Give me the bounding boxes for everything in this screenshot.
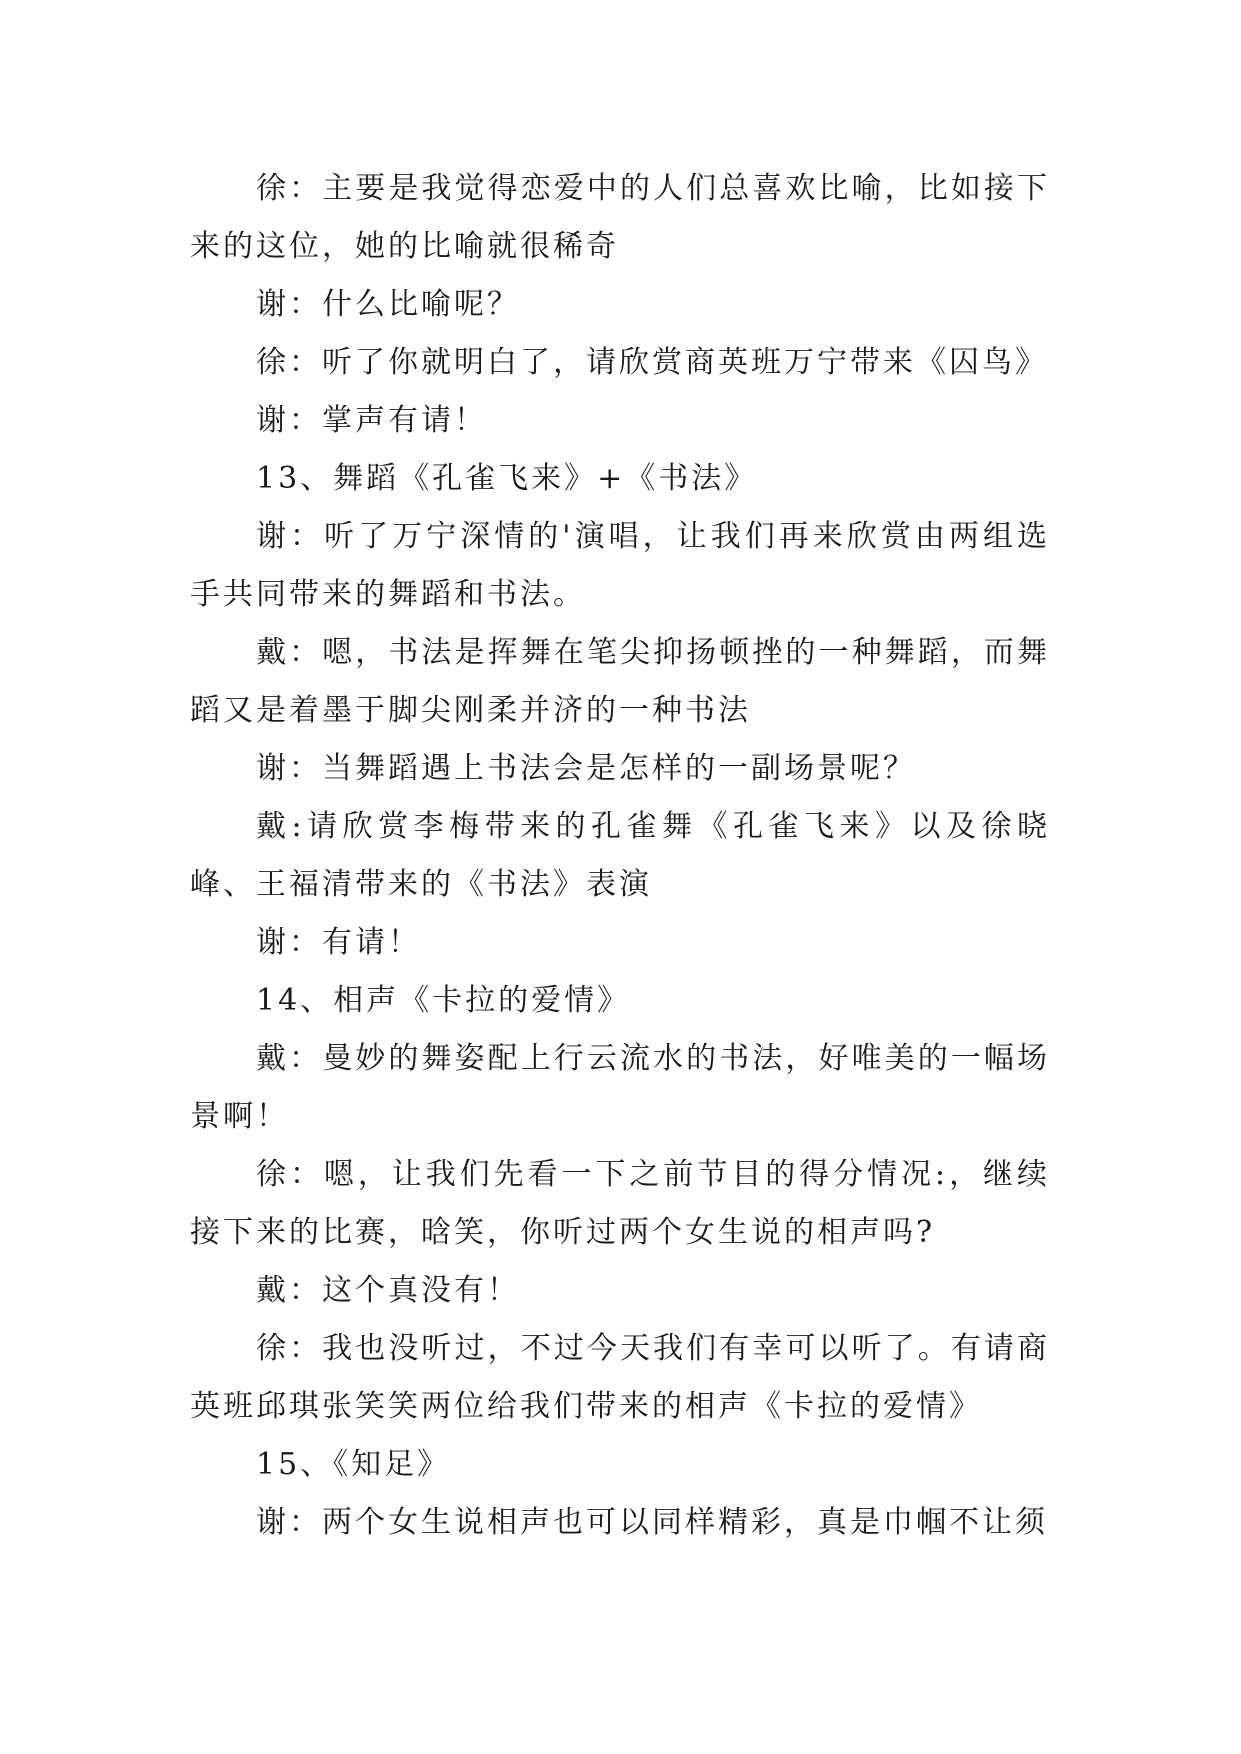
paragraph: 戴：曼妙的舞姿配上行云流水的书法，好唯美的一幅场景啊！ (190, 1041, 1050, 1134)
paragraph: 徐：我也没听过，不过今天我们有幸可以听了。有请商英班邱琪张笑笑两位给我们带来的相声《卡拉的爱情》 (190, 1331, 1050, 1424)
section-heading: 14、相声《卡拉的爱情》 (256, 983, 631, 1018)
paragraph: 戴：这个真没有！ (256, 1273, 520, 1308)
paragraph: 戴:请欣赏李梅带来的孔雀舞《孔雀飞来》以及徐晓峰、王福清带来的《书法》表演 (190, 809, 1050, 902)
section-heading: 13、舞蹈《孔雀飞来》+《书法》 (256, 461, 758, 496)
paragraph: 谢：掌声有请！ (256, 403, 487, 438)
section-heading: 15、《知足》 (256, 1447, 451, 1482)
paragraph: 徐：嗯，让我们先看一下之前节目的得分情况:，继续接下来的比赛，晗笑，你听过两个女生说的相声吗? (190, 1157, 1050, 1250)
paragraph: 戴：嗯，书法是挥舞在笔尖抑扬顿挫的一种舞蹈，而舞蹈又是着墨于脚尖刚柔并济的一种书法 (190, 635, 1050, 728)
paragraph: 徐：主要是我觉得恋爱中的人们总喜欢比喻，比如接下来的这位，她的比喻就很稀奇 (190, 171, 1050, 264)
document-body (190, 160, 1050, 1552)
paragraph: 谢：听了万宁深情的'演唱，让我们再来欣赏由两组选手共同带来的舞蹈和书法。 (190, 519, 1050, 612)
paragraph: 谢：当舞蹈遇上书法会是怎样的一副场景呢？ (256, 751, 916, 786)
paragraph: 谢：什么比喻呢？ (256, 287, 520, 322)
paragraph: 谢：有请！ (256, 925, 421, 960)
paragraph: 徐：听了你就明白了，请欣赏商英班万宁带来《囚鸟》 (256, 345, 1048, 380)
paragraph: 谢：两个女生说相声也可以同样精彩，真是巾帼不让须 (256, 1505, 1048, 1540)
